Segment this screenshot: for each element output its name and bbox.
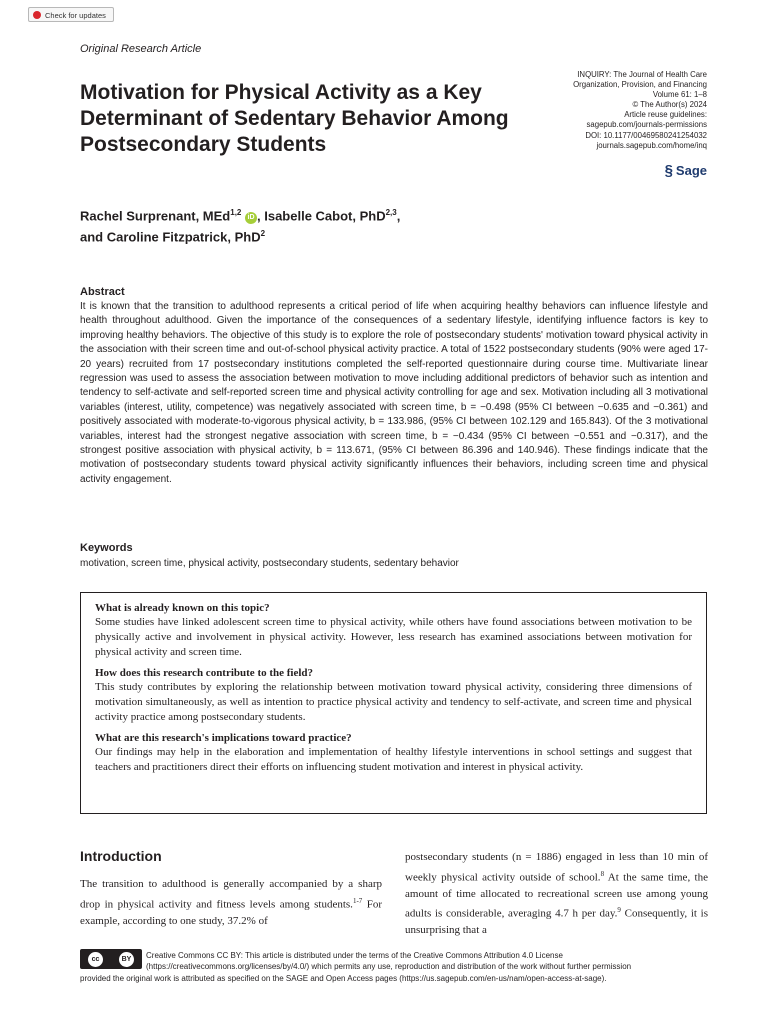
cc-icon: cc [88, 952, 103, 967]
abstract-heading: Abstract [80, 286, 125, 298]
article-title: Motivation for Physical Activity as a Key Determinant of Sedentary Behavior Among Postsecondary Students [80, 81, 509, 156]
keywords-heading: Keywords [80, 542, 133, 554]
intro-right-text-3: Consequently, it is unsurprising that a [405, 907, 708, 937]
author-1: Rachel Surprenant, MEd [80, 208, 231, 224]
doi[interactable]: DOI: 10.1177/00469580241254032 [585, 130, 707, 140]
box-question-2: How does this research contribute to the field? [95, 667, 314, 679]
license-line-3: provided the original work is attributed as specified on the SAGE and Open Access pages (https://us.sagepub.com/en-us/nam/open-access-at-sage). [80, 973, 607, 983]
sage-s-icon: § [664, 162, 673, 179]
orcid-icon[interactable]: iD [245, 212, 257, 224]
author-2: , Isabelle Cabot, PhD [257, 208, 386, 224]
license-notice [80, 950, 708, 984]
journal-volume: Volume 61: 1–8 [652, 90, 707, 100]
key-points-box [80, 592, 707, 814]
intro-right-text-2: At the same time, the amount of time allocated to recreational screen use among young adults is considerable, averaging 4.7 h per day. [405, 871, 708, 920]
copyright: © The Author(s) 2024 [632, 100, 707, 110]
permissions-link[interactable]: sagepub.com/journals-permissions [586, 120, 707, 130]
by-icon: BY [119, 952, 134, 967]
intro-left-text-1: The transition to adulthood is generally accompanied by a sharp drop in physical activity and fitness levels among students. [80, 878, 382, 911]
keywords-text: motivation, screen time, physical activity, postsecondary students, sedentary behavior [80, 558, 459, 569]
license-line-2: (https://creativecommons.org/licenses/by/4.0/) which permits any use, reproduction and distribution of the work without further permission [146, 962, 632, 972]
author-3: and Caroline Fitzpatrick, PhD [80, 229, 261, 245]
citation-ref[interactable]: 9 [617, 906, 621, 915]
citation-ref[interactable]: 1-7 [352, 896, 363, 905]
author-list [80, 204, 540, 247]
license-line-1: Creative Commons CC BY: This article is distributed under the terms of the Creative Commons Attribution 4.0 License [146, 951, 563, 960]
introduction-heading: Introduction [80, 848, 162, 864]
box-answer-2: This study contributes by exploring the relationship between motivation toward physical activity, considering three dimensions of motivation simultaneously, as well as intention to practice physical activity and tendency to self-activate, and screen time and physical activity practice among postsecondary students. [95, 681, 692, 723]
journal-info [487, 70, 707, 151]
check-for-updates-button[interactable] [28, 7, 114, 22]
box-question-1: What is already known on this topic? [95, 602, 270, 614]
box-answer-3: Our findings may help in the elaboration and implementation of healthy lifestyle interventions in school settings and suggest that teachers and practitioners direct their efforts on influencing student motivation and interest in physical activity. [95, 746, 692, 773]
sage-logo [665, 162, 707, 179]
author-1-affiliation: 1,2 [230, 208, 242, 217]
author-3-affiliation: 2 [260, 229, 266, 239]
journal-home-link[interactable]: journals.sagepub.com/home/inq [596, 140, 707, 150]
box-question-3: What are this research's implications toward practice? [95, 732, 352, 744]
abstract-text: It is known that the transition to adulthood represents a critical period of life when acquiring healthy behaviors can influence lifestyle and health throughout adulthood. Given the importance of the consequences of a sedentary lifestyle, identifying influence factors is key to improving healthy behaviors. The objective of this study is to explore the role of postsecondary students' motivation toward physical activity in the association with their screen time and out-of-school physical activity practice. A total of 1522 postsecondary students (90% were aged 17-20 years) recruited from 17 postsecondary institutions completed the self-reported questionnaire during course time. Multivariate linear regression was used to assess the association between motivation to move including additional predictors of behavior such as intention and tendency to self-activate and self-reported screen time and physical activity controlling for age and sex. Motivation including all 3 motivational variables (interest, utility, competence) was negatively associated with screen time, b = −0.498 (95% CI between −0.635 and −0.361) and positively associated with moderate-to-vigorous physical activity, b = 133.986, (95% CI between 102.129 and 165.843). Of the 3 motivational variables, interest had the strongest negative association with screen time, b = −0.434 (95% CI between −0.551 and −0.317), and the strongest positive association with physical activity, b = 113.671, (95% CI between 86.396 and 140.946). These findings indicate that the motivation of postsecondary students toward physical activity significantly influences their behaviors, including screen time and physical activity engagement. [80, 301, 708, 485]
intro-right-text-1: postsecondary students (n = 1886) engaged in less than 10 min of weekly physical activity outside of school. [405, 851, 708, 884]
intro-left-text-2: For example, according to one study, 37.2% of [80, 898, 383, 927]
author-separator: , [396, 208, 401, 224]
reuse-guidelines-label: Article reuse guidelines: [624, 110, 707, 120]
journal-name-line-1: INQUIRY: The Journal of Health Care [577, 70, 707, 79]
journal-name-line-2: Organization, Provision, and Financing [573, 80, 707, 90]
author-2-affiliation: 2,3 [385, 208, 397, 217]
sage-logo-text: Sage [675, 163, 707, 178]
introduction-right-column [405, 849, 708, 939]
citation-ref[interactable]: 8 [600, 869, 605, 878]
check-for-updates-label: Check for updates [45, 11, 106, 20]
box-answer-1: Some studies have linked adolescent screen time to physical activity, while others have found associations between motivation to be physically active and involvement in physical activity. However, less research has examined associations between motivation for physical activity and screen time. [95, 616, 692, 658]
introduction-left-column [80, 876, 382, 929]
article-type: Original Research Article [80, 43, 202, 55]
crossmark-icon [33, 11, 41, 19]
